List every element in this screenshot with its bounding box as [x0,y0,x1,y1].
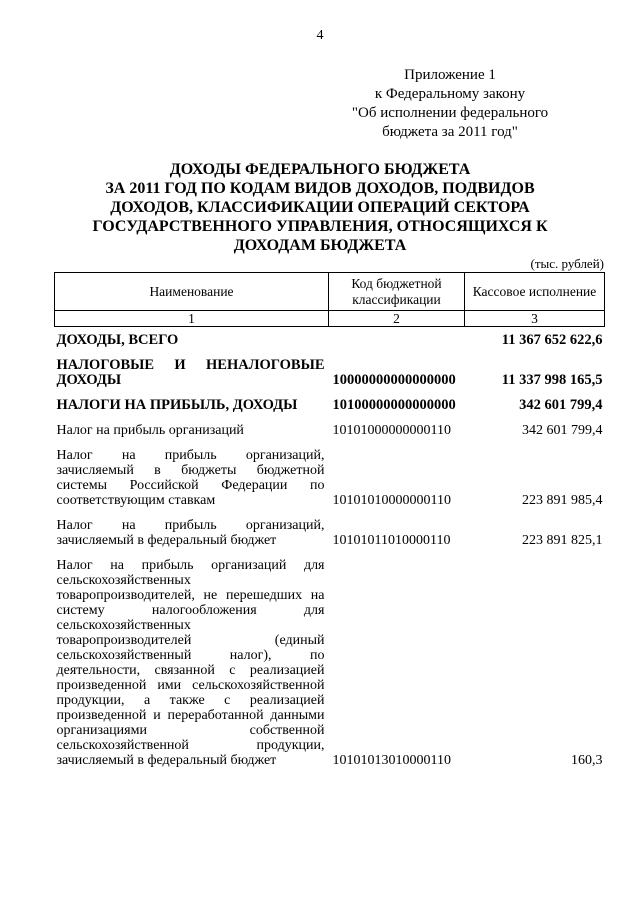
column-number: 3 [465,311,605,327]
appendix-line: бюджета за 2011 год" [382,124,518,140]
table-row [55,327,605,353]
header-amount: Кассовое исполнение [465,273,605,311]
row-name: ДОХОДЫ, ВСЕГО [56,332,179,348]
title-line: ЗА 2011 ГОД ПО КОДАМ ВИДОВ ДОХОДОВ, ПОДВИДОВ [105,180,535,197]
row-name: НАЛОГОВЫЕ И НЕНАЛОГОВЫЕ ДОХОДЫ [56,357,325,388]
header-code: Код бюджетной классификации [329,273,465,311]
row-name: Налог на прибыль организаций, зачисляемый в федеральный бюджет [56,518,325,548]
row-code: 10101013010000110 [332,753,451,768]
appendix-line: Приложение 1 [404,67,496,83]
row-amount: 342 601 799,4 [522,423,603,438]
row-code: 10101011010000110 [332,533,451,548]
revenue-table [54,272,605,772]
row-code [329,327,465,353]
title-line: ДОХОДАМ БЮДЖЕТА [233,237,407,254]
title-line: ДОХОДЫ ФЕДЕРАЛЬНОГО БЮДЖЕТА [169,161,471,178]
table-row [55,442,605,512]
row-amount: 11 367 652 622,6 [501,332,603,348]
table-row [55,417,605,442]
units-note: (тыс. рублей) [530,256,604,271]
row-amount: 342 601 799,4 [519,397,603,413]
row-amount: 160,3 [571,753,603,768]
header-name: Наименование [55,273,329,311]
page-number: 4 [316,28,324,43]
row-code: 10000000000000000 [332,372,456,388]
row-amount: 11 337 998 165,5 [501,372,603,388]
row-code: 10101000000000110 [332,423,451,438]
table-row [55,352,605,392]
row-name: Налог на прибыль организаций [56,423,244,438]
title-line: ГОСУДАРСТВЕННОГО УПРАВЛЕНИЯ, ОТНОСЯЩИХСЯ К [92,218,548,235]
table-row [55,392,605,417]
appendix-line: к Федеральному закону [374,86,526,102]
row-amount: 223 891 985,4 [522,493,603,508]
row-name: НАЛОГИ НА ПРИБЫЛЬ, ДОХОДЫ [56,397,298,413]
column-number: 1 [55,311,329,327]
row-name: Налог на прибыль организаций, зачисляемый в бюджеты бюджетной системы Российской Федерации по соответствующим ставкам [56,448,325,508]
appendix-note [300,66,600,142]
appendix-line: "Об исполнении федерального [351,105,549,121]
document-title [40,160,600,255]
column-number: 2 [329,311,465,327]
row-name: Налог на прибыль организаций для сельскохозяйственных товаропроизводителей, не перешедших на систему налогообложения для сельскохозяйственных товаропроизводителей (единый сельскохозяйственный налог), по деятельности, связанной с реализацией произведенной ими сельскохозяйственной продукции, а также с реализацией произведенной и переработанной данными организациями собственной сельскохозяйственной продукции, зачисляемый в федеральный бюджет [56,558,325,768]
row-amount: 223 891 825,1 [522,533,603,548]
row-code: 10100000000000000 [332,397,456,413]
row-code: 10101010000000110 [332,493,451,508]
title-line: ДОХОДОВ, КЛАССИФИКАЦИИ ОПЕРАЦИЙ СЕКТОРА [110,199,530,216]
table-row [55,512,605,552]
table-row [55,552,605,772]
